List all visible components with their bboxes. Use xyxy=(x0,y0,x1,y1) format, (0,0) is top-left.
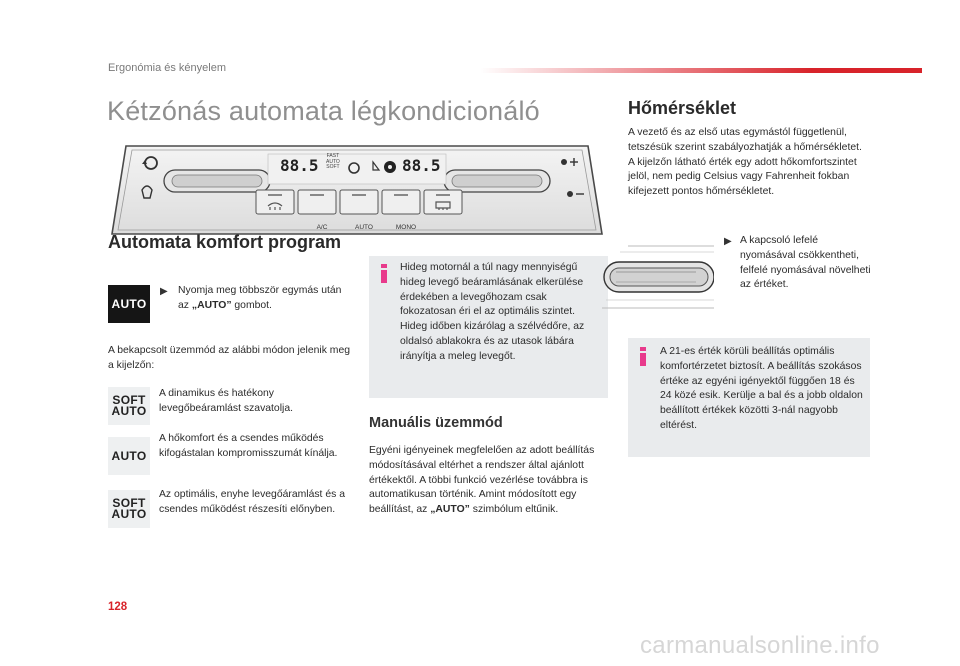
auto-button-icon: AUTO xyxy=(111,296,147,311)
section-label: Ergonómia és kényelem xyxy=(108,62,227,74)
auto-label: AUTO xyxy=(326,158,340,165)
header-rule xyxy=(480,68,922,73)
temperature-para-1: A vezető és az első utas egymástól függetlenül, tetszésük szerint szabályozhatják a hőmérsékletet. xyxy=(628,127,862,153)
manual-heading: Manuális üzemmód xyxy=(369,415,503,431)
step-text-after: gombot. xyxy=(231,299,272,311)
watermark: carmanualsonline.info xyxy=(640,632,880,659)
soft-label: SOFT xyxy=(326,164,340,170)
temperature-tip-box xyxy=(628,338,870,457)
auto-icon: AUTO xyxy=(111,448,147,463)
ac-button-label: A/C xyxy=(316,224,328,231)
temperature-tip: A 21-es érték körüli beállítás optimális komfortérzetet biztosít. A beállítás szokásos értéke az egyéni igényektől függően 18 és 24 közé esik. Kerülje a bal és a jobb oldalon beállított értékek közötti 3-nál nagyobb eltérést. xyxy=(660,346,863,431)
comfort-intro: A bekapcsolt üzemmód az alábbi módon jelenik meg a kijelzőn: xyxy=(108,345,351,371)
auto-icon-tile xyxy=(108,437,150,475)
soft-auto-icon-1-line1: SOFT xyxy=(112,393,146,407)
right-temperature-display: 88.5 xyxy=(402,156,441,175)
step-text-before: Nyomja meg többször egymás után az xyxy=(178,285,342,311)
left-temperature-display: 88.5 xyxy=(280,156,319,175)
climate-control-panel-illustration xyxy=(108,140,606,240)
switch-drawing xyxy=(602,238,714,316)
switch-bullet: ▶ xyxy=(724,236,732,247)
mode-indicator xyxy=(326,154,340,171)
page-number: 128 xyxy=(108,601,128,613)
temperature-heading: Hőmérséklet xyxy=(628,98,737,118)
manual-text-after: szimbólum eltűnik. xyxy=(469,504,559,516)
soft-auto-icon-tile-2 xyxy=(108,490,150,528)
page-title: Kétzónás automata légkondicionáló xyxy=(107,96,540,126)
fast-label: FAST xyxy=(326,153,340,159)
temperature-switch-illustration xyxy=(602,238,714,316)
mode-description-1: A dinamikus és hatékony levegőbeáramlást szavatolja. xyxy=(159,388,293,414)
manual-text xyxy=(369,444,605,518)
soft-auto-icon-2-line2: AUTO xyxy=(111,507,147,521)
soft-auto-icon-1 xyxy=(112,395,147,417)
temperature-para-2: A kijelzőn látható érték egy adott hőkomfortszintet jelöl, nem pedig Celsius vagy Fahrenheit fokban kifejezett pontos hőmérsékletet. xyxy=(628,156,857,198)
auto-button-label: AUTO xyxy=(355,224,373,231)
auto-button-tile xyxy=(108,285,150,323)
soft-auto-icon-2 xyxy=(112,498,147,520)
manual-text-before: Egyéni igényeinek megfelelően az adott beállítás módosításával eltérhet a rendszer által ajánlott értékektől. A többi funkció vezérlése továbbra is automatikusan történik. Amint módosított egy beállítást, az xyxy=(369,445,595,516)
info-icon xyxy=(381,264,387,283)
comfort-step xyxy=(178,284,348,314)
cold-engine-info-box xyxy=(369,256,608,398)
step-bullet: ▶ xyxy=(160,286,168,297)
soft-auto-icon-1-line2: AUTO xyxy=(111,404,147,418)
temperature-paragraph xyxy=(628,126,878,200)
mode-description-2: A hőkomfort és a csendes működés kifogástalan kompromisszumát kínálja. xyxy=(159,433,338,459)
soft-auto-icon-tile-1 xyxy=(108,387,150,425)
cold-engine-note: Hideg motornál a túl nagy mennyiségű hideg levegő beáramlásának elkerülése érdekében a levegőhozam csak fokozatosan éri el az optimális szintet. Hideg időben kizárólag a szélvédőre, az oldalsó ablakokra és az utasok lábára irányítja a meleg levegőt. xyxy=(400,262,585,362)
mode-description-3: Az optimális, enyhe levegőáramlást és a csendes működést részesíti előnyben. xyxy=(159,489,345,515)
soft-auto-icon-2-line1: SOFT xyxy=(112,496,146,510)
manual-auto-bold: „AUTO” xyxy=(430,504,470,516)
tip-info-icon xyxy=(640,347,646,366)
mono-button-label: MONO xyxy=(395,224,417,231)
switch-description: A kapcsoló lefelé nyomásával csökkentheti, felfelé nyomásával növelheti az értéket. xyxy=(740,235,871,291)
comfort-heading: Automata komfort program xyxy=(108,232,342,252)
step-auto-bold: „AUTO” xyxy=(191,299,232,311)
